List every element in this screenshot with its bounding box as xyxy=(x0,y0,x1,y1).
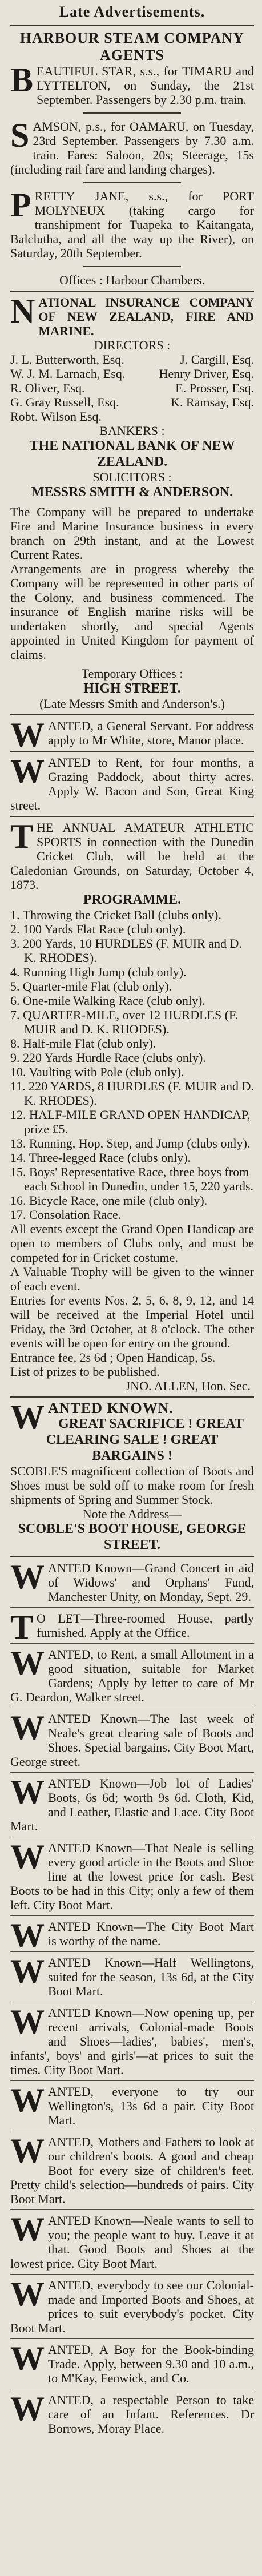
ad-beautiful-star xyxy=(10,61,254,107)
bankers-name: THE NATIONAL BANK OF NEW ZEALAND. xyxy=(29,438,235,469)
event-item: 5. Quarter-mile Flat (club only). xyxy=(10,979,172,993)
ad-text: ANTED Known—Grand Concert in aid of Widows' and Orphans' Fund, Manchester Unity, on Monday, Sept. 29. xyxy=(48,1561,254,1604)
ad-text: ANTED Known—Half Wellingtons, suited for the season, 13s 6d, at the City Boot Mart. xyxy=(48,1955,254,1998)
solicitors-label: SOLICITORS : xyxy=(92,470,172,484)
divider xyxy=(10,2080,254,2081)
event-item: 7. QUARTER-MILE, over 12 HURDLES (F. MUIR and D. K. RHODES). xyxy=(10,1008,238,1036)
ad-text: ANTED Known—Now opening up, per recent arrivals, Colonial-made Boots and Shoes—ladies', babies', men's, infants', boys' and girls'—at prices to suit the times. City Boot Mart. xyxy=(10,2006,254,2077)
drop-cap: W xyxy=(10,2132,45,2170)
ad-neale-wants xyxy=(10,2213,254,2271)
scoble-address: SCOBLE'S BOOT HOUSE, GEORGE STREET. xyxy=(18,1522,247,1552)
ad-now-opening xyxy=(10,2003,254,2077)
divider xyxy=(10,1643,254,1644)
director: E. Prosser, Esq. xyxy=(175,381,254,395)
divider xyxy=(10,2209,254,2210)
divider xyxy=(10,1396,254,1398)
divider xyxy=(10,291,254,292)
event-item: 16. Bicycle Race, one mile (club only). xyxy=(10,1193,208,1208)
drop-cap: W xyxy=(10,2390,45,2428)
divider xyxy=(10,751,254,752)
divider xyxy=(10,816,254,817)
page-title: Late Advertisements. xyxy=(59,3,205,20)
ad-pretty-jane xyxy=(10,186,254,260)
event-item: 1. Throwing the Cricket Ball (clubs only). xyxy=(10,908,221,922)
event-item: 11. 220 YARDS, 8 HURDLES (F. MUIR and D. K. RHODES). xyxy=(10,1079,254,1108)
ad-text: AMSON, p.s., for OAMARU, on Tuesday, 23rd September. Passengers by 7.30 a.m. train. Fares: Saloon, 20s; Steerage, 15s (including rail fare and landing charges). xyxy=(10,119,254,176)
drop-cap: N xyxy=(10,292,35,330)
drop-cap: W xyxy=(10,2003,45,2040)
ad-national-insurance xyxy=(10,292,254,338)
event-item: 4. Running High Jump (club only). xyxy=(10,965,187,979)
ad-allotment xyxy=(10,1644,254,1704)
divider xyxy=(10,2338,254,2339)
ad-text: ATIONAL INSURANCE COMPANY OF NEW ZEALAND, FIRE AND MARINE. xyxy=(38,295,254,338)
event-item: 17. Consolation Race. xyxy=(10,1208,122,1222)
divider xyxy=(10,1607,254,1608)
ad-text: HE ANNUAL AMATEUR ATHLETIC SPORTS in connection with the Dunedin Cricket Club, will be held at the Caledonian Grounds, on Saturday, October 4, 1873. xyxy=(10,820,254,892)
drop-cap: W xyxy=(10,752,45,790)
event-item: 12. HALF-MILE GRAND OPEN HANDICAP, prize £5. xyxy=(10,1108,251,1136)
ad-neale-selling xyxy=(10,1838,254,1912)
ad-concert xyxy=(10,1558,254,1604)
ad-mothers-fathers xyxy=(10,2132,254,2206)
drop-cap: W xyxy=(10,1838,45,1875)
drop-cap: W xyxy=(10,1917,45,1954)
event-item: 13. Running, Hop, Step, and Jump (clubs only). xyxy=(10,1136,251,1150)
ad-text: EAUTIFUL STAR, s.s., for TIMARU and LYTTELTON, on Sunday, the 21st September. Passengers by 2.30 p.m. train. xyxy=(37,64,254,107)
director: K. Ramsay, Esq. xyxy=(171,395,254,409)
drop-cap: W xyxy=(10,2340,45,2377)
athletic-note: All events except the Grand Open Handicap are open to members of Clubs only, and must be competed for in Cricket costume. xyxy=(10,1222,254,1265)
offices-line: Offices : Harbour Chambers. xyxy=(59,273,205,287)
divider xyxy=(83,266,181,267)
directors-row xyxy=(10,409,254,424)
scoble-paragraph: SCOBLE'S magnificent collection of Boots and Shoes must be sold off to make room for fresh shipments of Spring and Summer Stock. xyxy=(10,1464,254,1507)
athletic-note: A Valuable Trophy will be given to the winner of each event. xyxy=(10,1265,254,1293)
directors-row xyxy=(10,352,254,367)
ad-city-boot-mart xyxy=(10,1917,254,1954)
director: R. Oliver, Esq. xyxy=(10,381,85,395)
drop-cap: W xyxy=(10,1773,45,1811)
temp-offices-street: HIGH STREET. xyxy=(83,681,181,696)
director: Henry Driver, Esq. xyxy=(159,367,254,381)
divider xyxy=(83,112,181,114)
divider xyxy=(10,1772,254,1773)
drop-cap: W xyxy=(10,1709,45,1746)
ad-text: ANTED Known—Neale wants to sell to you; the people want to buy. Leave it at that. Good Boots and Shoes at the lowest price. City Boot Mart. xyxy=(10,2213,254,2271)
ad-to-let xyxy=(10,1608,254,1646)
ad-text: ANTED, a respectable Person to take care of an Infant. References. Dr Borrows, Moray Place. xyxy=(48,2393,254,2436)
drop-cap: W xyxy=(10,1558,45,1596)
drop-cap: W xyxy=(10,1953,45,1990)
drop-cap: W xyxy=(10,1398,45,1436)
insurance-paragraph: Arrangements are in progress whereby the Company will be represented in other parts of the Colony, and business commenced. The insurance of English marine risks will be undertaken shortly, and special Agents appointed in United Kingdom for payment of claims. xyxy=(10,562,254,662)
steam-company-heading: HARBOUR STEAM COMPANY AGENTS xyxy=(19,30,245,63)
temp-offices-label: Temporary Offices : xyxy=(81,666,183,681)
temp-offices-note: (Late Messrs Smith and Anderson's.) xyxy=(39,697,225,711)
event-item: 15. Boys' Representative Race, three boys from each School in Dunedin, under 15, 220 yards. xyxy=(10,1165,254,1193)
insurance-paragraph: The Company will be prepared to undertake Fire and Marine Insurance business in every branch on 29th instant, and at the Lowest Current Rates. xyxy=(10,505,254,562)
ad-boy-wanted xyxy=(10,2342,254,2385)
ad-text: ANTED Known—Job lot of Ladies' Boots, 6s 6d; worth 9s 6d. Cloth, Kid, and Leather, Elastic and Lace. City Boot Mart. xyxy=(10,1776,254,1833)
spacer xyxy=(10,662,254,666)
ad-ladies-boots xyxy=(10,1773,254,1833)
divider xyxy=(10,1915,254,1916)
drop-cap: W xyxy=(10,2275,45,2313)
ad-rent xyxy=(10,752,254,812)
sale-headline: GREAT SACRIFICE ! GREAT CLEARING SALE ! GREAT BARGAINS ! xyxy=(46,1416,244,1463)
event-item: 10. Vaulting with Pole (club only). xyxy=(10,1065,184,1079)
ad-athletic-sports xyxy=(10,820,254,892)
divider xyxy=(10,1556,254,1557)
ad-samson xyxy=(10,116,254,176)
drop-cap: T xyxy=(10,818,34,855)
drop-cap: S xyxy=(10,116,30,154)
event-item: 9. 220 Yards Hurdle Race (clubs only). xyxy=(10,1050,206,1065)
ad-text: ANTED, everyone to try our Wellington's, 13s 6d a pair. City Boot Mart. xyxy=(48,2084,254,2127)
ad-text: O LET—Three-roomed House, partly furnished. Apply at the Office. xyxy=(37,1611,254,1640)
directors-row xyxy=(10,395,254,409)
ad-text: ANTED to Rent, for four months, a Grazing Paddock, about thirty acres. Apply W. Bacon and Son, Great King street. xyxy=(10,755,254,812)
event-item: 6. One-mile Walking Race (club only). xyxy=(10,993,205,1008)
programme-label: PROGRAMME. xyxy=(83,892,182,907)
ad-text: ANTED, Mothers and Fathers to look at our children's boots. A good and cheap Boot for every size of children's feet. Pretty child's selection—hundreds of pairs. City Boot Mart. xyxy=(10,2135,254,2206)
event-item: 2. 100 Yards Flat Race (club only). xyxy=(10,922,186,936)
ad-infant-care xyxy=(10,2390,254,2436)
event-item: 3. 200 Yards, 10 HURDLES (F. MUIR and D. K. RHODES). xyxy=(10,936,242,965)
divider xyxy=(10,25,254,26)
athletic-note: List of prizes to be published. xyxy=(10,1365,160,1379)
director: W. J. M. Larnach, Esq. xyxy=(10,367,126,381)
event-item: 14. Three-legged Race (clubs only). xyxy=(10,1150,191,1165)
scoble-note: Note the Address— xyxy=(82,1507,182,1521)
ad-text: RETTY JANE, s.s., for PORT MOLYNEUX (taking cargo for transhipment for Tuapeka to Kaitangata, Balclutha, and all the way up the River), on Saturday, 20th September. xyxy=(10,189,254,260)
drop-cap: W xyxy=(10,716,45,754)
ad-heading: ANTED KNOWN. xyxy=(48,1400,174,1416)
spacer xyxy=(10,500,254,505)
drop-cap: T xyxy=(10,1608,34,1646)
ad-text: ANTED Known—That Neale is selling every good article in the Boots and Shoe line at the lowest price for cash. Best Boots to be had in this City; only a few of them left. City Boot Mart. xyxy=(10,1841,254,1912)
athletic-note: Entrance fee, 2s 6d ; Open Handicap, 5s. xyxy=(10,1350,216,1365)
ad-text: ANTED Known—The last week of Neale's great clearing sale of Boots and Shoes. Special bargains. City Boot Mart, George street. xyxy=(10,1712,254,1769)
drop-cap: W xyxy=(10,1644,45,1682)
directors-row xyxy=(10,367,254,381)
ad-text: ANTED, A Boy for the Book-binding Trade. Apply, between 9.30 and 10 a.m., to M'Kay, Fenwick, and Co. xyxy=(48,2342,254,2385)
ad-neale-week xyxy=(10,1709,254,1769)
directors-label: DIRECTORS : xyxy=(94,338,171,352)
ad-servant xyxy=(10,716,254,754)
director: J. L. Butterworth, Esq. xyxy=(10,352,124,367)
drop-cap: W xyxy=(10,2211,45,2248)
director: Robt. Wilson Esq. xyxy=(10,409,102,424)
drop-cap: B xyxy=(10,61,34,99)
directors-row xyxy=(10,381,254,395)
director: J. Cargill, Esq. xyxy=(180,352,254,367)
director: G. Gray Russell, Esq. xyxy=(10,395,119,409)
divider xyxy=(83,182,181,183)
ad-wellingtons xyxy=(10,2084,254,2127)
ad-text: ANTED, a General Servant. For address apply to Mr White, store, Manor place. xyxy=(48,719,254,747)
ad-text: ANTED, to Rent, a small Allotment in a good situation, suitable for Market Gardens; Apply by letter to care of Mr G. Deardon, Walker street. xyxy=(10,1647,254,1704)
event-item: 8. Half-mile Flat (club only). xyxy=(10,1036,156,1050)
ad-half-wellingtons xyxy=(10,1955,254,1998)
directors-list xyxy=(10,352,254,424)
ad-wanted-known-scoble xyxy=(10,1398,254,1436)
ad-text: ANTED, everybody to see our Colonial-made and Imported Boots and Shoes, at prices to suit everybody's pocket. City Boot Mart. xyxy=(10,2278,254,2335)
solicitors-name: MESSRS SMITH & ANDERSON. xyxy=(31,485,233,500)
divider xyxy=(10,714,254,715)
ad-text: ANTED Known—The City Boot Mart is worthy of the name. xyxy=(48,1919,254,1948)
drop-cap: W xyxy=(10,2082,45,2119)
ad-colonial-made xyxy=(10,2275,254,2335)
athletic-signature: JNO. ALLEN, Hon. Sec. xyxy=(125,1379,251,1393)
bankers-label: BANKERS : xyxy=(99,424,165,438)
events-list xyxy=(10,908,254,1222)
athletic-note: Entries for events Nos. 2, 5, 6, 8, 9, 12, and 14 will be received at the Imperial Hotel until Friday, the 3rd October, at 8 o'clock. The other events will be open for entry on the ground. xyxy=(10,1293,254,1350)
drop-cap: P xyxy=(10,186,31,224)
divider xyxy=(10,2274,254,2275)
divider xyxy=(10,1951,254,1952)
